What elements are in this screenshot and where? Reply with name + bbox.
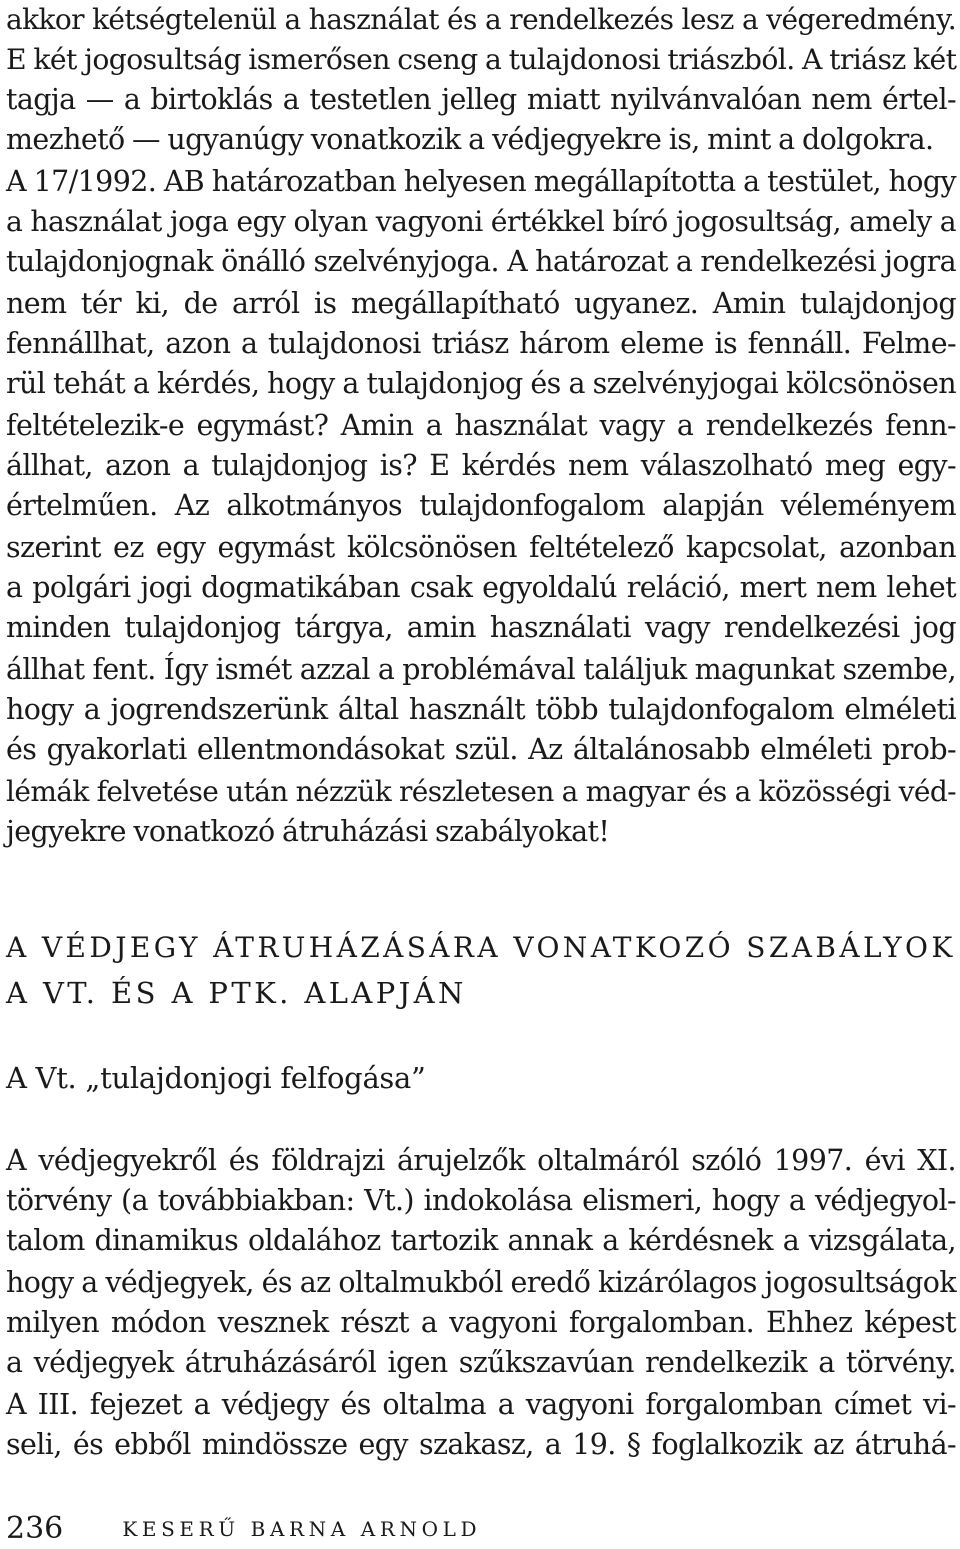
text-line: fennállhat, azon a tulajdonosi triász három eleme is fennáll. Felme- (6, 327, 956, 360)
text-line: E két jogosultság ismerősen cseng a tulajdonosi triászból. A triász két (6, 43, 957, 76)
section-heading-line-2: A VT. ÉS A PTK. ALAPJÁN (6, 976, 467, 1010)
text-line: minden tulajdonjog tárgya, amin használati vagy rendelkezési jog (6, 611, 956, 644)
text-line: A 17/1992. AB határozatban helyesen megállapította a testület, hogy (6, 165, 956, 198)
text-line: lémák felvetése után nézzük részletesen a magyar és a közösségi véd- (6, 775, 956, 808)
text-line: hogy a védjegyek, és az oltalmukból eredő kizárólagos jogosultságok (6, 1266, 956, 1299)
text-line: a használat joga egy olyan vagyoni értékkel bíró jogosultság, amely a (6, 205, 956, 238)
text-line: nem tér ki, de arról is megállapítható ugyanez. Amin tulajdonjog (6, 287, 956, 320)
text-line: értelműen. Az alkotmányos tulajdonfogalom alapján véleményem (6, 489, 956, 522)
text-line: törvény (a továbbiakban: Vt.) indokolása elismeri, hogy a védjegyol- (6, 1184, 956, 1217)
text-line: mezhető — ugyanúgy vonatkozik a védjegyekre is, mint a dolgokra. (6, 123, 934, 156)
text-line: jegyekre vonatkozó átruházási szabályokat! (6, 815, 610, 848)
text-line: szerint ez egy egymást kölcsönösen feltételező kapcsolat, azonban (6, 531, 956, 564)
text-line: A III. fejezet a védjegy és oltalma a vagyoni forgalomban címet vi- (6, 1388, 956, 1421)
text-line: állhat, azon a tulajdonjog is? E kérdés nem válaszolható meg egy- (6, 449, 956, 482)
text-line: rül tehát a kérdés, hogy a tulajdonjog és a szelvényjogai kölcsönösen (6, 367, 956, 400)
text-line: akkor kétségtelenül a használat és a rendelkezés lesz a végeredmény. (6, 3, 956, 36)
text-line: milyen módon vesznek részt a vagyoni forgalomban. Ehhez képest (6, 1306, 956, 1339)
text-line: és gyakorlati ellentmondásokat szül. Az általánosabb elméleti prob- (6, 733, 956, 766)
text-line: A védjegyekről és földrajzi árujelzők oltalmáról szóló 1997. évi XI. (6, 1144, 956, 1177)
text-line: talom dinamikus oldalához tartozik annak a kérdésnek a vizsgálata, (6, 1224, 956, 1257)
section-heading-line-1: A VÉDJEGY ÁTRUHÁZÁSÁRA VONATKOZÓ SZABÁLYOK (6, 931, 956, 964)
text-line: tulajdonjognak önálló szelvényjoga. A határozat a rendelkezési jogra (6, 245, 956, 278)
text-line: a polgári jogi dogmatikában csak egyoldalú reláció, mert nem lehet (6, 571, 956, 604)
subsection-heading: A Vt. „tulajdonjogi felfogása” (6, 1061, 426, 1095)
text-line: a védjegyek átruházásáról igen szűkszavúan rendelkezik a törvény. (6, 1346, 956, 1379)
page-number: 236 (6, 1511, 64, 1546)
text-line: tagja — a birtoklás a testetlen jelleg miatt nyilvánvalóan nem értel- (6, 83, 956, 116)
running-author: KESERŰ BARNA ARNOLD (122, 1517, 482, 1541)
text-line: feltételezik-e egymást? Amin a használat vagy a rendelkezés fenn- (6, 409, 956, 442)
page-footer (6, 1509, 481, 1549)
text-line: hogy a jogrendszerünk által használt több tulajdonfogalom elméleti (6, 693, 956, 726)
text-line: állhat fent. Így ismét azzal a problémával találjuk magunkat szembe, (6, 653, 956, 686)
text-line: seli, és ebből mindössze egy szakasz, a 19. § foglalkozik az átruhá- (6, 1428, 956, 1461)
